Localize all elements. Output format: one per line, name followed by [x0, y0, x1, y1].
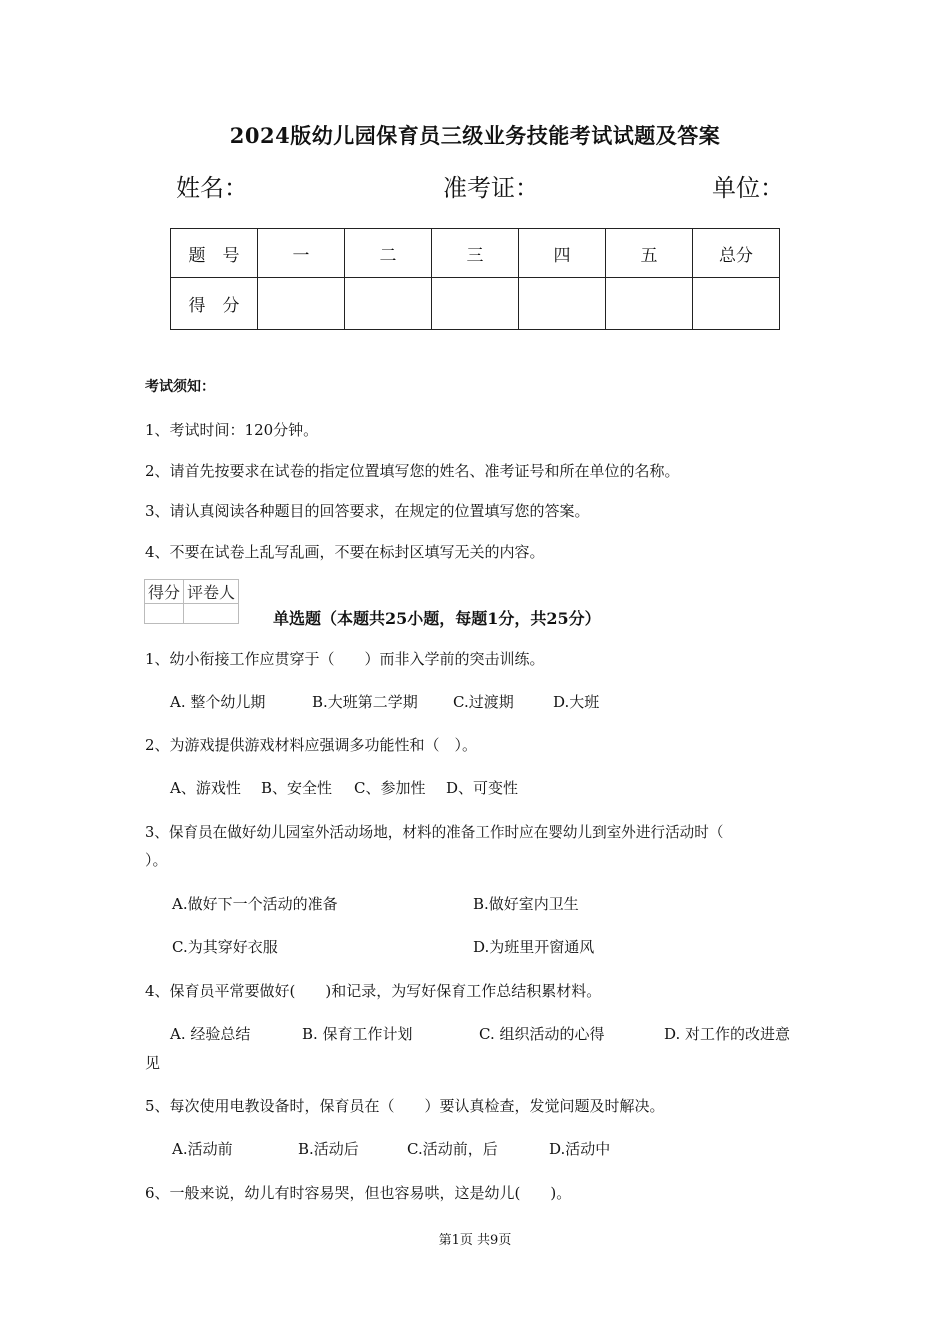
score-cell[interactable]	[693, 278, 780, 330]
option: A. 整个幼儿期	[170, 693, 266, 711]
option: A.做好下一个活动的准备	[172, 895, 338, 913]
question-text: 3、保育员在做好幼儿园室外活动场地，材料的准备工作时应在婴幼儿到室外进行活动时（	[145, 824, 724, 841]
question-text: 2、为游戏提供游戏材料应强调多功能性和（ ）。	[145, 736, 478, 754]
notice-title: 考试须知：	[145, 379, 215, 395]
section-title: 单选题（本题共25小题，每题1分，共25分）	[273, 609, 601, 628]
question-text: 4、保育员平常要做好( )和记录，为写好保育工作总结积累材料。	[145, 982, 602, 1000]
header-cell: 二	[345, 229, 432, 278]
score-cell[interactable]	[258, 278, 345, 330]
notice-item: 2、请首先按要求在试卷的指定位置填写您的姓名、准考证号和所在单位的名称。	[145, 462, 680, 480]
option-wrap: 见	[145, 1054, 161, 1072]
score-cell[interactable]	[345, 278, 432, 330]
option: C.过渡期	[453, 693, 514, 711]
option: B.大班第二学期	[312, 693, 418, 711]
name-label: 姓名：	[176, 174, 248, 202]
option: D. 对工作的改进意	[664, 1025, 791, 1043]
option: C.活动前，后	[407, 1140, 498, 1158]
option: C、参加性	[354, 779, 426, 797]
question-text: 1、幼小衔接工作应贯穿于（ ）而非入学前的突击训练。	[145, 650, 545, 668]
page-footer: 第1页 共9页	[438, 1233, 512, 1248]
grader-score-label: 得分	[145, 580, 184, 604]
option: C.为其穿好衣服	[172, 938, 278, 956]
score-table	[170, 228, 780, 330]
header-cell: 三	[432, 229, 519, 278]
option: A、游戏性	[170, 779, 241, 797]
option: A. 经验总结	[170, 1025, 251, 1043]
notice-item: 3、请认真阅读各种题目的回答要求，在规定的位置填写您的答案。	[145, 502, 590, 520]
header-cell: 题 号	[171, 229, 258, 278]
score-table-score-row	[171, 278, 780, 330]
option: B. 保育工作计划	[302, 1025, 413, 1043]
grader-name-cell[interactable]	[184, 604, 239, 624]
row-label: 得 分	[171, 278, 258, 330]
question-text: 5、每次使用电教设备时，保育员在（ ）要认真检查，发觉问题及时解决。	[145, 1097, 665, 1115]
unit-label: 单位：	[712, 174, 784, 202]
score-cell[interactable]	[519, 278, 606, 330]
score-cell[interactable]	[432, 278, 519, 330]
option: D.为班里开窗通风	[473, 938, 595, 956]
option: B、安全性	[261, 779, 333, 797]
header-cell: 五	[606, 229, 693, 278]
score-cell[interactable]	[606, 278, 693, 330]
header-cell: 总分	[693, 229, 780, 278]
grader-score-cell[interactable]	[145, 604, 184, 624]
option: D、可变性	[446, 779, 519, 797]
header-cell: 四	[519, 229, 606, 278]
option: D.活动中	[549, 1140, 611, 1158]
grader-name-label: 评卷人	[184, 580, 239, 604]
question-text: 6、一般来说，幼儿有时容易哭，但也容易哄，这是幼儿( )。	[145, 1184, 572, 1202]
question-text-continued: ）。	[145, 851, 168, 869]
option: D.大班	[553, 693, 600, 711]
option: C. 组织活动的心得	[479, 1025, 605, 1043]
notice-item: 4、不要在试卷上乱写乱画，不要在标封区填写无关的内容。	[145, 543, 545, 561]
grader-box	[144, 579, 239, 624]
option: B.活动后	[298, 1140, 359, 1158]
exam-id-label: 准考证：	[443, 174, 539, 202]
score-table-header-row	[171, 229, 780, 278]
document-title: 2024版幼儿园保育员三级业务技能考试试题及答案	[229, 123, 721, 148]
notice-item: 1、考试时间：120分钟。	[145, 421, 319, 439]
option: B.做好室内卫生	[473, 895, 579, 913]
option: A.活动前	[172, 1140, 233, 1158]
header-cell: 一	[258, 229, 345, 278]
